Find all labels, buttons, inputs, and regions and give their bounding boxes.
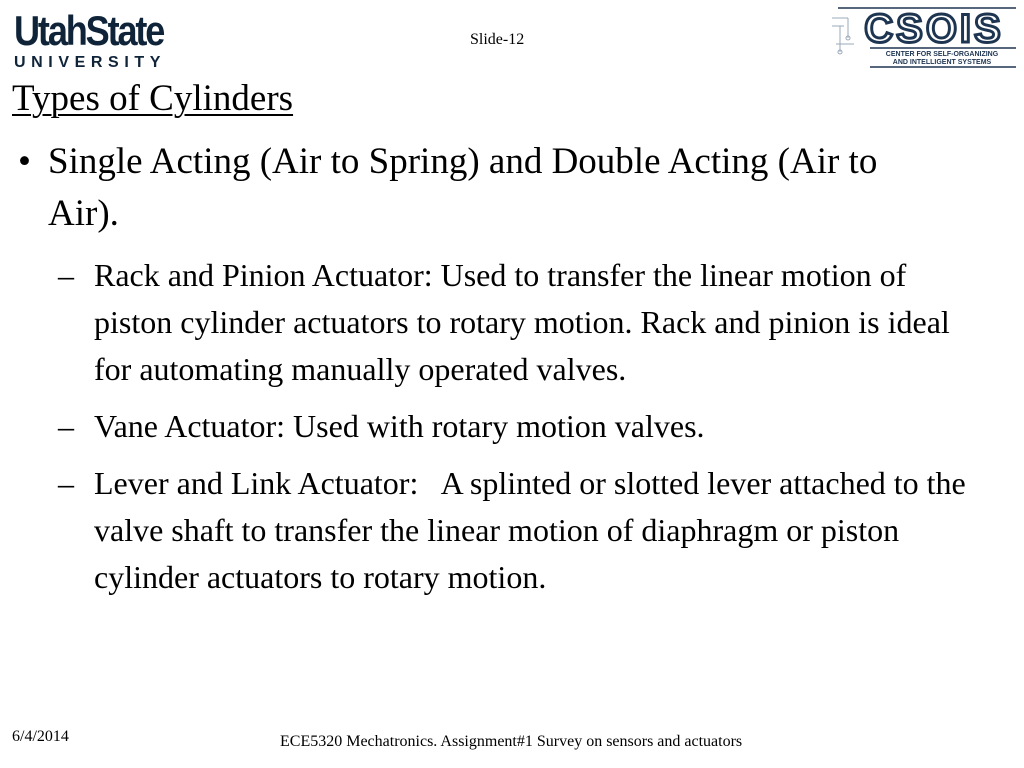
sub-item-text: Vane Actuator: Used with rotary motion valves. (94, 408, 705, 444)
csois-logo (830, 4, 1018, 68)
slide-title: Types of Cylinders (12, 78, 294, 119)
dash-marker: – (58, 257, 74, 293)
bullet-marker: • (18, 141, 31, 182)
usu-logo (12, 8, 204, 72)
dash-marker: – (58, 465, 74, 501)
csois-wordmark: CSOIS (864, 7, 1004, 51)
dash-marker: – (58, 408, 74, 444)
csois-subtitle-line2: AND INTELLIGENT SYSTEMS (892, 59, 992, 66)
csois-subtitle-line1: CENTER FOR SELF-ORGANIZING (885, 51, 999, 58)
sub-item-text: Lever and Link Actuator: A splinted or slotted lever attached to the valve shaft to transfer the linear motion of diaphragm or piston cylinder actuators to rotary motion. (94, 465, 974, 595)
sub-item-text: Rack and Pinion Actuator: Used to transfer the linear motion of piston cylinder actuators to rotary motion. Rack and pinion is ideal for automating manually operated valves. (94, 257, 950, 387)
usu-logo-university: UNIVERSITY (14, 54, 167, 71)
bullet-text: Single Acting (Air to Spring) and Double Acting (Air to Air). (48, 141, 878, 234)
usu-logo-wordmark: UtahState (14, 7, 164, 54)
footer-text: ECE5320 Mechatronics. Assignment#1 Survey on sensors and actuators (280, 733, 743, 750)
sub-item-vane (0, 403, 974, 450)
sub-item-rack-pinion (0, 252, 974, 393)
footer-date: 6/4/2014 (12, 728, 69, 745)
slide-content (0, 136, 1010, 611)
bullet-item (0, 136, 948, 240)
sub-item-lever-link (0, 460, 974, 601)
circuit-decoration-icon (832, 18, 854, 54)
slide-number: Slide-12 (470, 31, 525, 48)
